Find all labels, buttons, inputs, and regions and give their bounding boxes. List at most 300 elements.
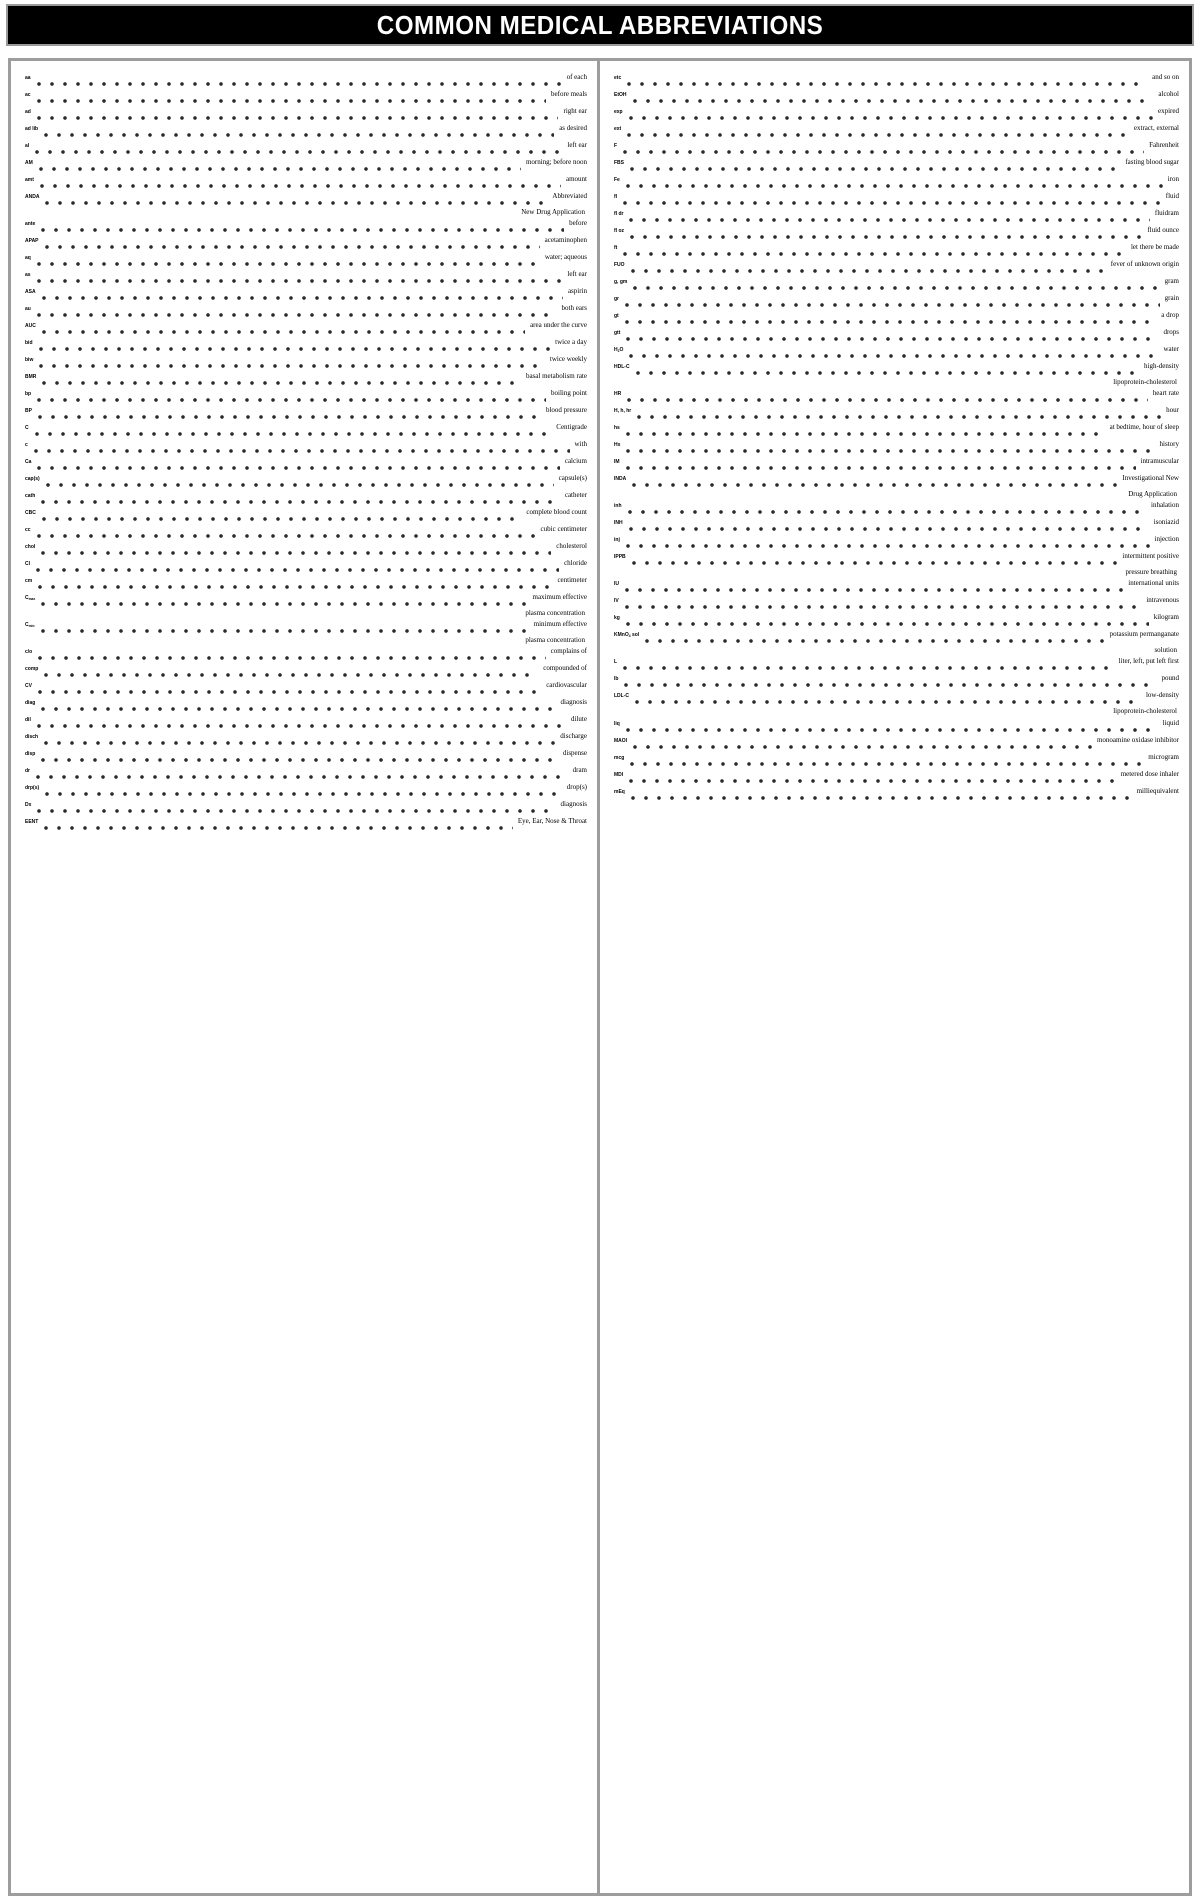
abbreviation-entry <box>614 389 1179 405</box>
abbreviation-term: cm <box>25 578 33 585</box>
abbreviation-entry <box>25 321 587 337</box>
entry-line <box>25 90 587 106</box>
abbreviation-definition: intermittent positive <box>1122 552 1179 561</box>
entry-line <box>25 664 587 680</box>
abbreviation-definition: Investigational New <box>1122 474 1179 483</box>
abbreviation-term: BMR <box>25 374 37 381</box>
abbreviation-entry <box>25 817 587 833</box>
abbreviation-entry <box>614 175 1179 191</box>
abbreviation-entry <box>614 345 1179 361</box>
abbreviation-definition: history <box>1159 440 1179 449</box>
abbreviation-term: cap(s) <box>25 476 40 483</box>
abbreviation-term: BP <box>25 408 32 415</box>
abbreviation-term: FUO <box>614 262 625 268</box>
dot-leader <box>627 124 1129 140</box>
abbreviation-entry <box>25 576 587 592</box>
dot-leader <box>40 175 561 191</box>
dot-leader <box>626 423 1105 439</box>
entry-line <box>25 287 587 303</box>
abbreviation-definition: low-density <box>1145 691 1179 700</box>
abbreviation-definition: catheter <box>564 491 587 500</box>
abbreviation-definition: intramuscular <box>1140 457 1179 466</box>
abbreviation-definition: potassium permanganate <box>1109 630 1179 639</box>
abbreviation-entry <box>25 107 587 123</box>
abbreviation-definition: dram <box>572 766 587 775</box>
entry-line <box>25 474 587 490</box>
abbreviation-term: HDL-C <box>614 364 630 370</box>
dot-leader <box>41 620 529 636</box>
abbreviation-definition: gram <box>1164 277 1179 285</box>
abbreviation-entry <box>25 559 587 575</box>
abbreviation-definition: kilogram <box>1153 613 1179 622</box>
abbreviation-definition: both ears <box>561 304 587 313</box>
abbreviation-term: Cl <box>25 561 30 568</box>
entry-line <box>614 345 1179 361</box>
abbreviation-term: ad lib <box>25 126 39 132</box>
abbreviation-term: gt <box>614 313 619 319</box>
abbreviation-definition: discharge <box>560 732 587 741</box>
abbreviation-entry <box>25 732 587 748</box>
abbreviation-term: dil <box>25 717 31 724</box>
abbreviation-term: fl dr <box>614 211 624 217</box>
entry-line <box>25 192 587 208</box>
abbreviation-term: IM <box>614 459 620 466</box>
entry-line <box>614 440 1179 456</box>
abbreviation-entry <box>25 440 587 456</box>
abbreviation-entry <box>614 691 1179 715</box>
entry-line <box>614 613 1179 629</box>
abbreviation-definition: dilute <box>571 715 587 724</box>
abbreviation-entry <box>25 474 587 490</box>
abbreviation-term: inh <box>614 503 622 510</box>
abbreviation-definition-continued: lipoprotein-cholesterol <box>1113 707 1177 716</box>
dot-leader <box>39 355 545 371</box>
abbreviation-entry <box>614 657 1179 673</box>
dot-leader <box>636 362 1139 378</box>
dot-leader <box>38 406 541 422</box>
dot-leader <box>38 647 545 663</box>
dot-leader <box>37 304 557 320</box>
dot-leader <box>629 770 1116 786</box>
entry-line <box>614 753 1179 769</box>
abbreviation-entry <box>25 73 587 89</box>
entry-line <box>25 158 587 174</box>
dot-leader <box>623 141 1144 157</box>
dot-leader <box>35 423 552 439</box>
abbreviation-definition: inhalation <box>1151 501 1179 510</box>
entry-line <box>25 175 587 191</box>
entry-line <box>614 552 1179 568</box>
abbreviation-entry <box>614 423 1179 439</box>
abbreviation-definition-continued: New Drug Application <box>521 208 585 216</box>
abbreviation-term: biw <box>25 357 34 364</box>
abbreviation-term: ac <box>25 92 31 98</box>
abbreviation-tail: sol <box>630 632 640 639</box>
abbreviation-entry <box>25 175 587 191</box>
abbreviation-entry <box>614 226 1179 242</box>
abbreviation-term: EENT <box>25 819 39 826</box>
abbreviation-definition: pound <box>1161 674 1179 683</box>
abbreviation-entry <box>25 620 587 644</box>
dot-leader <box>633 736 1092 752</box>
abbreviation-entry <box>25 253 587 269</box>
abbreviation-definition: complete blood count <box>526 508 587 517</box>
abbreviation-entry <box>614 457 1179 473</box>
abbreviation-term: IPPB <box>614 554 626 561</box>
abbreviation-entry <box>614 362 1179 386</box>
abbreviation-term: exp <box>614 109 623 115</box>
dot-leader <box>630 158 1120 174</box>
abbreviation-definition: fluidram <box>1154 209 1179 217</box>
abbreviation-term: al <box>25 143 30 149</box>
abbreviation-entry <box>25 800 587 816</box>
dot-leader <box>37 800 555 816</box>
abbreviation-term: APAP <box>25 238 39 245</box>
dot-leader <box>629 107 1153 123</box>
abbreviation-term: as <box>25 272 31 279</box>
abbreviation-term: amt <box>25 177 34 183</box>
abbreviation-term: dr <box>25 768 30 775</box>
entry-line <box>614 141 1179 157</box>
abbreviation-entry <box>25 664 587 680</box>
abbreviation-definition: left ear <box>567 270 587 279</box>
entry-line <box>25 766 587 782</box>
dot-leader <box>41 749 558 765</box>
entry-line <box>614 311 1179 327</box>
dot-leader <box>37 389 546 405</box>
abbreviation-definition: aspirin <box>567 287 587 296</box>
entry-line <box>25 141 587 157</box>
dot-leader <box>637 406 1161 422</box>
dot-leader <box>44 732 555 748</box>
dot-leader <box>623 657 1114 673</box>
abbreviation-entry <box>614 596 1179 612</box>
abbreviation-term: INDA <box>614 476 627 483</box>
abbreviation-definition: extract, external <box>1133 124 1179 132</box>
abbreviation-entry <box>614 141 1179 157</box>
abbreviation-entry <box>614 328 1179 344</box>
abbreviation-entry <box>25 715 587 731</box>
abbreviation-definition-continued: plasma concentration <box>525 636 585 645</box>
abbreviation-definition-continued: pressure breathing <box>1125 568 1177 577</box>
entry-line <box>614 243 1179 259</box>
dot-leader <box>37 715 566 731</box>
entry-line <box>25 304 587 320</box>
abbreviation-definition: of each <box>566 73 587 81</box>
abbreviation-entry <box>614 311 1179 327</box>
abbreviation-definition: injection <box>1154 535 1179 544</box>
entry-line <box>25 338 587 354</box>
entry-line <box>614 328 1179 344</box>
entry-line <box>25 355 587 371</box>
abbreviation-definition: diagnosis <box>560 800 587 809</box>
entry-line <box>614 158 1179 174</box>
abbreviation-term: H, h, hr <box>614 408 632 415</box>
abbreviation-entry <box>614 73 1179 89</box>
abbreviation-definition-continued: plasma concentration <box>525 609 585 618</box>
abbreviation-definition: as desired <box>559 124 587 132</box>
abbreviation-entry <box>614 406 1179 422</box>
abbreviation-definition: calcium <box>564 457 587 466</box>
abbreviation-entry <box>25 525 587 541</box>
abbreviation-entry <box>25 90 587 106</box>
abbreviation-definition: before <box>569 219 587 228</box>
dot-leader <box>41 698 555 714</box>
abbreviation-definition: fluid <box>1165 192 1179 200</box>
dot-leader <box>630 226 1142 242</box>
dot-leader <box>41 542 551 558</box>
abbreviation-entry <box>25 304 587 320</box>
dot-leader <box>627 73 1147 89</box>
abbreviation-definition: international units <box>1128 579 1179 588</box>
entry-line <box>25 270 587 286</box>
entry-line <box>25 406 587 422</box>
dot-leader <box>628 501 1147 517</box>
abbreviation-term: g, gm <box>614 279 628 285</box>
abbreviation-term: Fe <box>614 177 620 183</box>
abbreviation-definition: water; aqueous <box>544 253 587 262</box>
abbreviation-definition: and so on <box>1152 73 1179 81</box>
abbreviations-table <box>8 58 1192 1896</box>
abbreviation-entry <box>614 440 1179 456</box>
abbreviation-term: AM <box>25 160 33 166</box>
dot-leader <box>626 328 1158 344</box>
abbreviation-definition: fasting blood sugar <box>1125 158 1179 166</box>
dot-leader <box>625 596 1142 612</box>
abbreviation-entry <box>25 457 587 473</box>
abbreviation-definition: amount <box>566 175 587 183</box>
dot-leader <box>625 579 1123 595</box>
abbreviation-definition: alcohol <box>1158 90 1179 98</box>
abbreviation-definition-continued: solution <box>1154 646 1177 655</box>
entry-line <box>614 209 1179 225</box>
abbreviation-definition: liquid <box>1162 718 1179 727</box>
abbreviation-entry <box>614 294 1179 310</box>
dot-leader <box>626 440 1154 456</box>
abbreviation-entry <box>614 474 1179 498</box>
abbreviation-entry <box>614 107 1179 123</box>
abbreviation-term: lb <box>614 676 619 683</box>
abbreviation-term: AUC <box>25 323 36 330</box>
abbreviation-definition: Fahrenheit <box>1149 141 1179 149</box>
abbreviation-entry <box>614 243 1179 259</box>
dot-leader <box>632 552 1118 568</box>
entry-line <box>25 508 587 524</box>
entry-line <box>25 253 587 269</box>
abbreviation-term: disch <box>25 734 39 741</box>
abbreviation-term: ante <box>25 221 36 228</box>
abbreviation-definition: twice a day <box>555 338 587 347</box>
abbreviation-term: cc <box>25 527 31 534</box>
abbreviation-definition: fluid ounce <box>1147 226 1179 234</box>
dot-leader <box>631 260 1106 276</box>
entry-line <box>25 576 587 592</box>
dot-leader <box>42 372 521 388</box>
entry-line <box>25 715 587 731</box>
abbreviation-definition: monoamine oxidase inhibitor <box>1096 735 1179 744</box>
dot-leader <box>44 664 538 680</box>
abbreviation-term: au <box>25 306 31 313</box>
dot-leader <box>630 753 1143 769</box>
dot-leader <box>34 440 570 456</box>
dot-leader <box>36 559 559 575</box>
abbreviation-entry <box>25 141 587 157</box>
entry-line <box>614 294 1179 310</box>
entry-line <box>25 681 587 697</box>
abbreviation-definition: Eye, Ear, Nose & Throat <box>517 817 587 826</box>
abbreviation-definition: drop(s) <box>566 783 587 792</box>
abbreviation-definition: diagnosis <box>560 698 587 707</box>
dot-leader <box>37 253 540 269</box>
entry-line <box>25 525 587 541</box>
abbreviation-definition: minimum effective <box>533 620 587 629</box>
abbreviation-subscript: max <box>28 596 36 601</box>
abbreviation-definition: Abbreviated <box>552 192 587 200</box>
abbreviation-subscript: 4 <box>628 634 631 639</box>
abbreviation-definition: intravenous <box>1146 596 1179 605</box>
abbreviation-entry <box>614 736 1179 752</box>
dot-leader <box>624 674 1156 690</box>
abbreviation-entry <box>614 579 1179 595</box>
entry-line <box>614 73 1179 89</box>
abbreviation-term: hs <box>614 425 620 432</box>
dot-leader <box>631 787 1132 803</box>
abbreviation-definition-continued: Drug Application <box>1128 490 1177 499</box>
dot-leader <box>37 90 546 106</box>
abbreviation-definition: boiling point <box>551 389 587 398</box>
entry-line <box>25 800 587 816</box>
abbreviation-entry <box>614 501 1179 517</box>
abbreviation-definition: complains of <box>550 647 587 656</box>
dot-leader <box>625 294 1160 310</box>
entry-line <box>25 423 587 439</box>
abbreviation-term: KMnO$_4$ sol <box>614 632 640 639</box>
abbreviation-entry <box>25 749 587 765</box>
left-column <box>11 61 600 1893</box>
abbreviation-term: gtt <box>614 330 621 336</box>
abbreviation-entry <box>614 124 1179 140</box>
abbreviation-definition: maximum effective <box>532 593 587 602</box>
abbreviation-definition: grain <box>1164 294 1179 302</box>
abbreviation-definition: acetaminophen <box>544 236 587 245</box>
abbreviation-entry <box>614 209 1179 225</box>
abbreviation-term: kg <box>614 615 620 622</box>
entry-line <box>25 389 587 405</box>
abbreviation-definition: metered dose inhaler <box>1120 769 1179 778</box>
entry-line <box>614 535 1179 551</box>
entry-line <box>614 596 1179 612</box>
entry-line <box>614 501 1179 517</box>
dot-leader <box>37 525 536 541</box>
abbreviation-subscript: 2 <box>617 348 620 353</box>
abbreviation-term: c/o <box>25 649 33 656</box>
abbreviation-term: $H_2O$ <box>614 347 624 353</box>
dot-leader <box>46 474 554 490</box>
abbreviation-term: IV <box>614 598 619 605</box>
entry-line <box>25 620 587 636</box>
abbreviation-definition: isoniazid <box>1153 518 1179 527</box>
entry-line <box>614 90 1179 106</box>
dot-leader <box>41 491 560 507</box>
abbreviation-term: INH <box>614 520 623 527</box>
dot-leader <box>627 389 1148 405</box>
abbreviation-definition: fever of unknown origin <box>1110 260 1179 268</box>
abbreviation-term: $C_{min}$ <box>25 622 35 629</box>
abbreviation-entry <box>614 535 1179 551</box>
abbreviation-entry <box>614 674 1179 690</box>
abbreviation-tail: O <box>619 347 624 353</box>
entry-line <box>614 518 1179 534</box>
abbreviation-term: ASA <box>25 289 36 296</box>
abbreviation-definition: dispense <box>562 749 587 758</box>
abbreviation-definition: left ear <box>567 141 587 149</box>
abbreviation-entry <box>25 192 587 216</box>
abbreviation-entry <box>25 647 587 663</box>
dot-leader <box>633 90 1154 106</box>
entry-line <box>25 559 587 575</box>
abbreviation-term: aq <box>25 255 31 262</box>
entry-line <box>25 440 587 456</box>
dot-leader <box>629 518 1149 534</box>
abbreviation-definition: twice weekly <box>549 355 587 364</box>
abbreviation-entry <box>25 338 587 354</box>
abbreviation-entry <box>25 681 587 697</box>
dot-leader <box>37 270 563 286</box>
entry-line <box>614 736 1179 752</box>
abbreviation-definition: capsule(s) <box>558 474 587 483</box>
abbreviation-definition: high-density <box>1144 362 1179 370</box>
entry-line <box>614 423 1179 439</box>
abbreviation-entry <box>614 158 1179 174</box>
abbreviation-entry <box>614 630 1179 654</box>
abbreviation-definition: cholesterol <box>556 542 587 551</box>
entry-line <box>25 107 587 123</box>
dot-leader <box>36 766 568 782</box>
dot-leader <box>625 311 1157 327</box>
abbreviation-definition: with <box>574 440 587 449</box>
abbreviation-term: ft <box>614 245 618 251</box>
entry-line <box>25 732 587 748</box>
entry-line <box>614 770 1179 786</box>
abbreviation-entry <box>614 613 1179 629</box>
dot-leader <box>41 593 527 609</box>
dot-leader <box>37 457 559 473</box>
abbreviation-term: liq <box>614 720 620 727</box>
abbreviation-term: disp <box>25 751 36 758</box>
abbreviation-term: MAOI <box>614 737 628 744</box>
entry-line <box>614 787 1179 803</box>
dot-leader <box>626 719 1158 735</box>
entry-line <box>25 698 587 714</box>
abbreviation-term: inj <box>614 537 620 544</box>
abbreviation-entry <box>25 508 587 524</box>
entry-line <box>25 749 587 765</box>
dot-leader <box>645 630 1104 646</box>
abbreviation-definition: let there be made <box>1130 243 1179 251</box>
abbreviation-term: cath <box>25 493 36 500</box>
abbreviation-entry <box>25 270 587 286</box>
abbreviation-definition-continued: lipoprotein-cholesterol <box>1113 378 1177 386</box>
abbreviation-definition: cubic centimeter <box>540 525 587 534</box>
abbreviation-definition: drops <box>1163 328 1179 336</box>
entry-line <box>25 783 587 799</box>
abbreviation-entry <box>25 389 587 405</box>
abbreviation-definition: iron <box>1167 175 1179 183</box>
abbreviation-entry <box>25 542 587 558</box>
entry-line <box>614 107 1179 123</box>
abbreviation-definition: hour <box>1166 406 1179 415</box>
abbreviation-definition: morning; before noon <box>525 158 587 166</box>
